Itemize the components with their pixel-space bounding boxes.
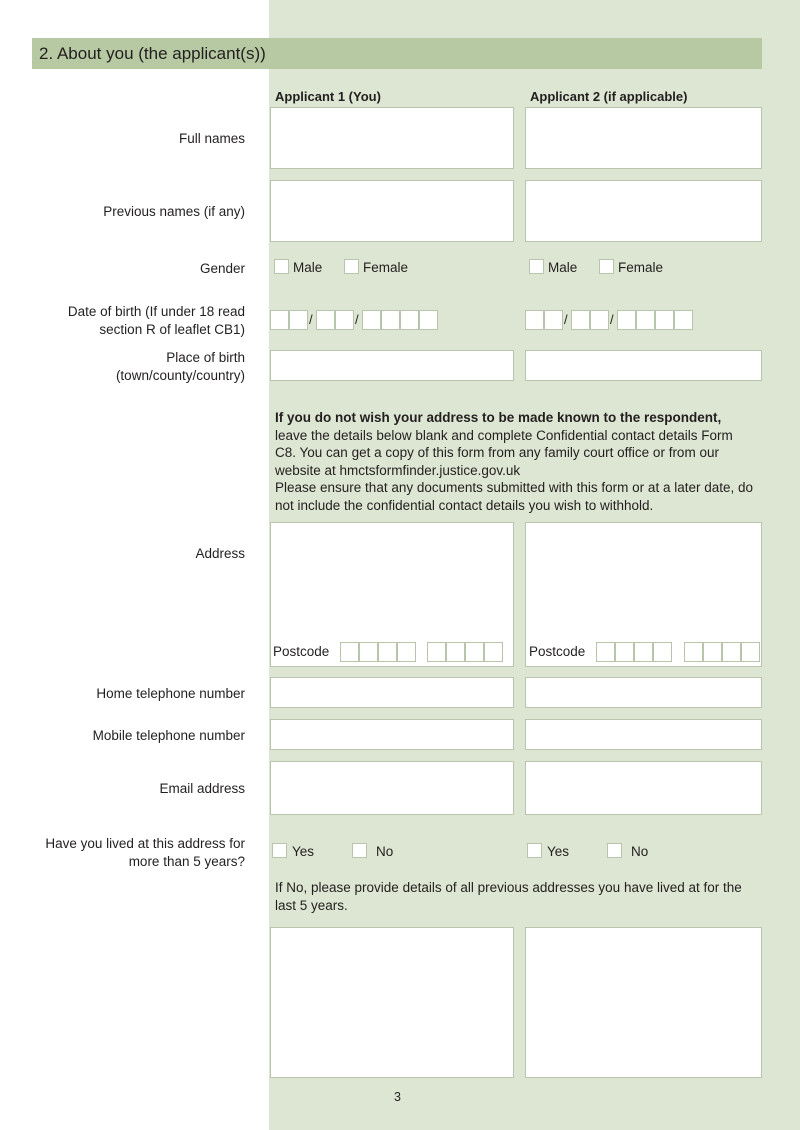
applicant2-place-of-birth-field[interactable] (525, 350, 762, 381)
applicant1-postcode-char[interactable] (465, 642, 484, 662)
applicant1-dob-month-digit[interactable] (335, 310, 354, 330)
applicant1-postcode-char[interactable] (484, 642, 503, 662)
applicant1-no-checkbox[interactable] (352, 843, 367, 858)
applicant2-postcode-char[interactable] (634, 642, 653, 662)
section-header (32, 38, 762, 69)
applicant1-postcode-char[interactable] (359, 642, 378, 662)
applicant2-postcode-char[interactable] (741, 642, 760, 662)
applicant1-previous-addresses-field[interactable] (270, 927, 514, 1078)
confidential-notice-text: leave the details below blank and complete Confidential contact details Form C8. You can get a copy of this form from any family court office or from our website at hmctsformfinder.justice.gov.uk (275, 427, 733, 478)
applicant1-dob-day-digit[interactable] (270, 310, 289, 330)
applicant2-male-checkbox[interactable] (529, 259, 544, 274)
applicant2-dob-month-digit[interactable] (571, 310, 590, 330)
applicant2-no-checkbox[interactable] (607, 843, 622, 858)
applicant1-dob-year-digit[interactable] (419, 310, 438, 330)
applicant2-dob-month-digit[interactable] (590, 310, 609, 330)
applicant2-male-label: Male (548, 260, 578, 275)
email-label: Email address (159, 781, 245, 796)
applicant2-postcode-char[interactable] (615, 642, 634, 662)
applicant2-email-field[interactable] (525, 761, 762, 815)
confidential-notice-bold: If you do not wish your address to be made known to the respondent, (275, 410, 722, 425)
applicant2-postcode-char[interactable] (653, 642, 672, 662)
applicant2-no-label: No (631, 844, 649, 859)
applicant2-postcode-char[interactable] (684, 642, 703, 662)
applicant2-female-checkbox[interactable] (599, 259, 614, 274)
applicant1-home-telephone-field[interactable] (270, 677, 514, 708)
applicant2-dob-year-digit[interactable] (655, 310, 674, 330)
applicant2-yes-label: Yes (547, 844, 570, 859)
applicant1-postcode-char[interactable] (397, 642, 416, 662)
applicant2-dob-year-digit[interactable] (636, 310, 655, 330)
applicant1-postcode-char[interactable] (427, 642, 446, 662)
applicant2-yes-checkbox[interactable] (527, 843, 542, 858)
applicant1-postcode-char[interactable] (378, 642, 397, 662)
applicant1-dob-year-digit[interactable] (362, 310, 381, 330)
section-title: 2. About you (the applicant(s)) (39, 44, 266, 63)
applicant1-male-checkbox[interactable] (274, 259, 289, 274)
applicant2-postcode-char[interactable] (596, 642, 615, 662)
dob-separator: / (610, 312, 614, 327)
applicant1-heading: Applicant 1 (You) (275, 89, 381, 104)
applicant1-yes-label: Yes (292, 844, 315, 859)
previous-names-label: Previous names (if any) (103, 204, 245, 219)
applicant1-mobile-telephone-field[interactable] (270, 719, 514, 750)
applicant1-previous-names-field[interactable] (270, 180, 514, 242)
applicant1-postcode-char[interactable] (446, 642, 465, 662)
applicant1-male-label: Male (293, 260, 323, 275)
applicant2-heading: Applicant 2 (if applicable) (530, 89, 688, 104)
full-names-label: Full names (178, 131, 245, 146)
home-telephone-label: Home telephone number (96, 686, 245, 701)
applicant1-yes-checkbox[interactable] (272, 843, 287, 858)
dob-separator: / (355, 312, 359, 327)
applicant2-dob-year-digit[interactable] (674, 310, 693, 330)
previous-addresses-note: If No, please provide details of all previous addresses you have lived at for the last 5 years. (275, 880, 742, 913)
address-label: Address (195, 546, 245, 561)
dob-separator: / (564, 312, 568, 327)
applicant2-previous-names-field[interactable] (525, 180, 762, 242)
dob-label-line2: section R of leaflet CB1) (99, 322, 245, 337)
applicant1-dob-year-digit[interactable] (400, 310, 419, 330)
applicant1-no-label: No (376, 844, 394, 859)
applicant2-mobile-telephone-field[interactable] (525, 719, 762, 750)
applicant2-previous-addresses-field[interactable] (525, 927, 762, 1078)
applicant1-postcode-label: Postcode (273, 644, 330, 659)
gender-label: Gender (199, 261, 245, 276)
page-number: 3 (394, 1090, 401, 1104)
applicant2-full-names-field[interactable] (525, 107, 762, 169)
applicant1-dob-day-digit[interactable] (289, 310, 308, 330)
applicant1-email-field[interactable] (270, 761, 514, 815)
applicant1-full-names-field[interactable] (270, 107, 514, 169)
place-of-birth-label-line1: Place of birth (166, 350, 245, 365)
applicant1-dob-year-digit[interactable] (381, 310, 400, 330)
applicant2-home-telephone-field[interactable] (525, 677, 762, 708)
confidential-notice (275, 409, 757, 515)
applicant1-female-label: Female (363, 260, 409, 275)
lived-at-address-label-line1: Have you lived at this address for (45, 836, 245, 851)
lived-at-address-label-line2: more than 5 years? (128, 854, 245, 869)
dob-label-line1: Date of birth (If under 18 read (67, 304, 245, 319)
applicant2-dob-year-digit[interactable] (617, 310, 636, 330)
applicant2-female-label: Female (618, 260, 664, 275)
applicant2-postcode-char[interactable] (722, 642, 741, 662)
mobile-telephone-label: Mobile telephone number (92, 728, 245, 743)
applicant1-female-checkbox[interactable] (344, 259, 359, 274)
applicant1-postcode-char[interactable] (340, 642, 359, 662)
place-of-birth-label-line2: (town/county/country) (115, 368, 245, 383)
applicant1-dob-month-digit[interactable] (316, 310, 335, 330)
applicant2-dob-day-digit[interactable] (544, 310, 563, 330)
dob-separator: / (309, 312, 313, 327)
applicant2-postcode-char[interactable] (703, 642, 722, 662)
applicant2-dob-day-digit[interactable] (525, 310, 544, 330)
confidential-notice-line2: Please ensure that any documents submitted with this form or at a later date, do not include the confidential contact details you wish to withhold. (275, 480, 754, 513)
applicant2-postcode-label: Postcode (529, 644, 586, 659)
applicant1-place-of-birth-field[interactable] (270, 350, 514, 381)
